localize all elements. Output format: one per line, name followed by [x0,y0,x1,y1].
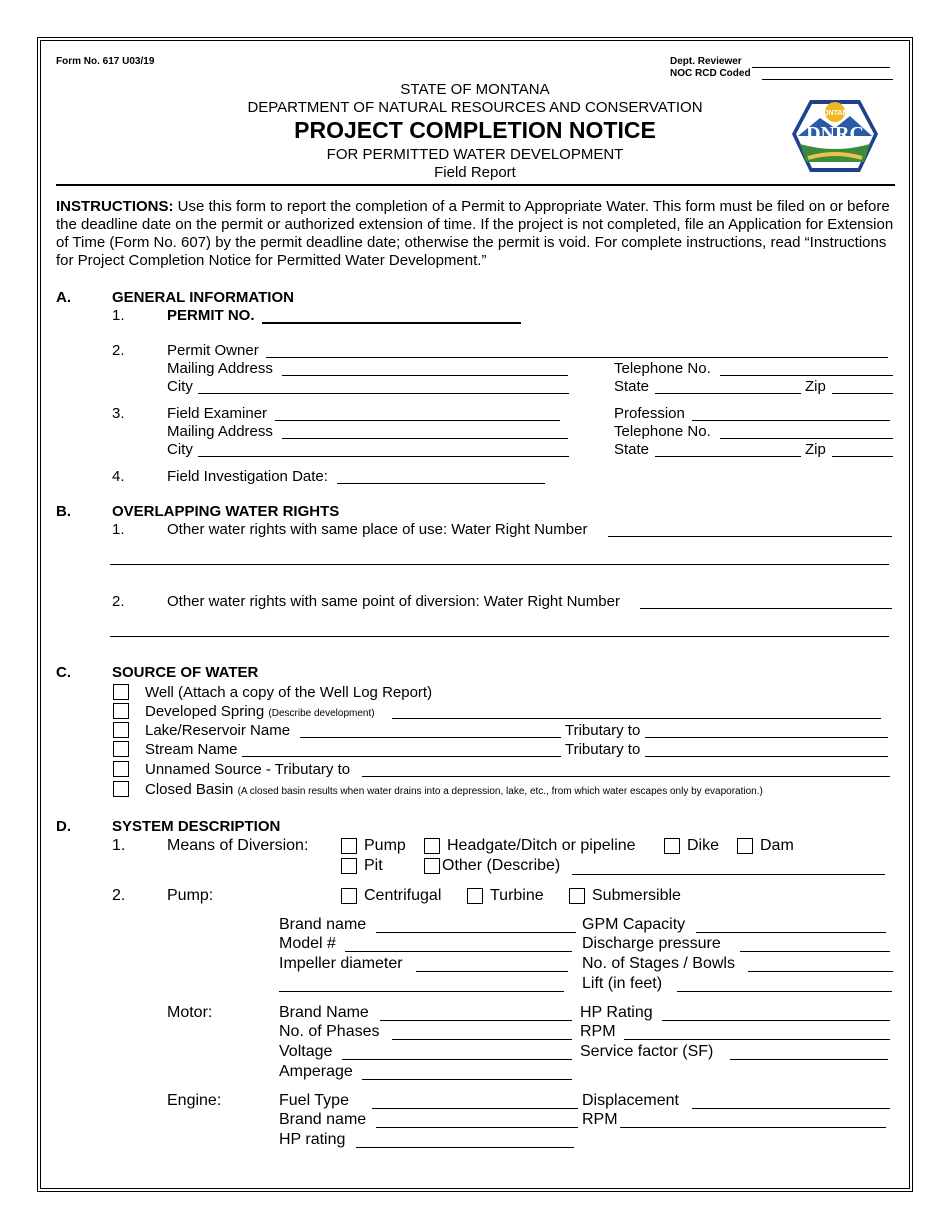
examiner-zip-field[interactable] [832,456,893,457]
permit-owner-field[interactable] [266,357,888,358]
service-factor-label: Service factor (SF) [580,1043,714,1060]
owner-city-field[interactable] [198,393,569,394]
centrifugal-checkbox[interactable] [341,888,357,904]
a2-number: 2. [112,342,125,359]
discharge-field[interactable] [740,951,890,952]
other-checkbox[interactable] [424,858,440,874]
lift-field[interactable] [677,991,892,992]
examiner-zip-label: Zip [805,441,826,458]
other-option: Other (Describe) [442,857,561,874]
means-label: Means of Diversion: [167,837,309,854]
department-heading: DEPARTMENT OF NATURAL RESOURCES AND CONSERVATION [247,99,703,116]
lake-tributary-label: Tributary to [565,722,641,739]
stages-label: No. of Stages / Bowls [582,955,735,972]
submersible-checkbox[interactable] [569,888,585,904]
stream-field[interactable] [242,756,561,757]
b1-label: Other water rights with same place of use: Water Right Number [167,521,588,538]
voltage-field[interactable] [342,1059,572,1060]
engine-rpm-label: RPM [582,1111,618,1128]
dam-option: Dam [760,837,794,854]
d2-number: 2. [112,887,126,904]
examiner-state-label: State [614,441,650,458]
model-label: Model # [279,935,336,952]
b1-number: 1. [112,521,125,538]
owner-state-label: State [614,378,650,395]
section-b-title: OVERLAPPING WATER RIGHTS [112,503,340,520]
pump-option: Pump [364,837,406,854]
stream-label: Stream Name [145,741,238,758]
section-c-title: SOURCE OF WATER [112,664,259,681]
section-c-letter: C. [56,664,71,681]
header-rule [56,184,895,186]
field-date-field[interactable] [337,483,545,484]
owner-telephone-field[interactable] [720,375,893,376]
hp-rating-label: HP Rating [580,1004,653,1021]
field-examiner-field[interactable] [275,420,560,421]
stream-tributary-field[interactable] [645,756,888,757]
noc-coded-field[interactable] [762,79,893,80]
centrifugal-option: Centrifugal [364,887,442,904]
owner-mailing-field[interactable] [282,375,568,376]
pit-checkbox[interactable] [341,858,357,874]
service-factor-field[interactable] [730,1059,888,1060]
well-checkbox[interactable] [113,684,129,700]
page-title: PROJECT COMPLETION NOTICE [294,117,656,143]
motor-rpm-label: RPM [580,1023,616,1040]
engine-brand-label: Brand name [279,1111,367,1128]
state-heading: STATE OF MONTANA [400,81,550,98]
discharge-label: Discharge pressure [582,935,721,952]
spring-checkbox[interactable] [113,703,129,719]
profession-label: Profession [614,405,685,422]
logo-top-text: MONTANA [817,110,853,117]
submersible-option: Submersible [592,887,681,904]
well-label: Well (Attach a copy of the Well Log Report) [145,684,433,701]
pump-brand-field[interactable] [376,932,576,933]
spring-field[interactable] [392,718,881,719]
profession-field[interactable] [692,420,890,421]
d1-number: 1. [112,837,126,854]
examiner-state-field[interactable] [655,456,801,457]
unnamed-checkbox[interactable] [113,761,129,777]
unnamed-field[interactable] [362,776,890,777]
engine-brand-field[interactable] [376,1127,578,1128]
b1-field[interactable] [608,536,892,537]
dept-reviewer-field[interactable] [752,67,890,68]
hp-rating-field[interactable] [662,1020,890,1021]
impeller-field[interactable] [416,971,568,972]
permit-owner-label: Permit Owner [167,342,259,359]
displacement-field[interactable] [692,1108,890,1109]
a4-number: 4. [112,468,125,485]
lift-label: Lift (in feet) [582,975,663,992]
form-number: Form No. 617 U03/19 [56,56,155,67]
examiner-telephone-field[interactable] [720,438,893,439]
b1-field-continued[interactable] [110,564,889,565]
dike-checkbox[interactable] [664,838,680,854]
section-a-letter: A. [56,289,71,306]
amperage-field[interactable] [362,1079,572,1080]
motor-brand-field[interactable] [380,1020,572,1021]
amperage-label: Amperage [279,1063,353,1080]
examiner-mailing-field[interactable] [282,438,568,439]
motor-brand-label: Brand Name [279,1004,369,1021]
model-field[interactable] [345,951,572,952]
phases-field[interactable] [392,1039,572,1040]
fuel-type-field[interactable] [372,1108,578,1109]
motor-rpm-field[interactable] [624,1039,890,1040]
a3-number: 3. [112,405,125,422]
a1-number: 1. [112,307,125,324]
section-d-letter: D. [56,818,71,835]
dept-reviewer-label: Dept. Reviewer [670,56,742,67]
motor-section-label: Motor: [167,1004,213,1021]
b2-field[interactable] [640,608,892,609]
noc-coded-label: NOC RCD Coded [670,68,751,79]
field-date-label: Field Investigation Date: [167,468,328,485]
fuel-type-label: Fuel Type [279,1092,349,1109]
pump-brand-label: Brand name [279,916,367,933]
pump-extra-field[interactable] [279,991,564,992]
lake-tributary-field[interactable] [645,737,888,738]
permit-no-label: PERMIT NO. [167,307,255,324]
examiner-city-field[interactable] [198,456,569,457]
owner-mailing-label: Mailing Address [167,360,273,377]
unnamed-label: Unnamed Source - Tributary to [145,761,351,778]
report-type: Field Report [434,164,516,181]
examiner-city-label: City [167,441,193,458]
section-b-letter: B. [56,503,71,520]
permit-no-field[interactable] [262,322,521,324]
pump-checkbox[interactable] [341,838,357,854]
other-field[interactable] [572,874,885,875]
dnrc-logo [790,92,880,176]
spring-label: Developed Spring (Describe development) [145,703,375,720]
closed-basin-checkbox[interactable] [113,781,129,797]
section-d-title: SYSTEM DESCRIPTION [112,818,281,835]
logo-text: DNRC [806,123,864,145]
lake-field[interactable] [300,737,561,738]
b2-number: 2. [112,593,125,610]
turbine-option: Turbine [490,887,544,904]
dam-checkbox[interactable] [737,838,753,854]
pit-option: Pit [364,857,383,874]
dike-option: Dike [687,837,720,854]
engine-hp-label: HP rating [279,1131,346,1148]
pump-section-label: Pump: [167,887,214,904]
engine-hp-field[interactable] [356,1147,574,1148]
stream-checkbox[interactable] [113,741,129,757]
owner-state-field[interactable] [655,393,801,394]
headgate-option: Headgate/Ditch or pipeline [447,837,636,854]
phases-label: No. of Phases [279,1023,380,1040]
impeller-label: Impeller diameter [279,955,403,972]
owner-zip-field[interactable] [832,393,893,394]
owner-city-label: City [167,378,193,395]
engine-section-label: Engine: [167,1092,222,1109]
b2-label: Other water rights with same point of diversion: Water Right Number [167,593,620,610]
lake-checkbox[interactable] [113,722,129,738]
instructions: INSTRUCTIONS: Use this form to report the completion of a Permit to Appropriate Water. This form must be filed on or before the deadline date on the permit or authorized extension of time. If the project is not completed, file an Application for Extension of Time (Form No. 607) by the permit deadline date; otherwise the permit is void. For complete instructions, read “Instructions for Project Completion Notice for Permitted Water Development.” [56,198,894,269]
subtitle: FOR PERMITTED WATER DEVELOPMENT [326,146,624,163]
stages-field[interactable] [748,971,893,972]
voltage-label: Voltage [279,1043,333,1060]
examiner-mailing-label: Mailing Address [167,423,273,440]
closed-basin-label: Closed Basin (A closed basin results when water drains into a depression, lake, etc., from which water escapes only by evaporation.) [145,781,763,798]
stream-tributary-label: Tributary to [565,741,641,758]
section-a-title: GENERAL INFORMATION [112,289,294,306]
b2-field-continued[interactable] [110,636,889,637]
owner-telephone-label: Telephone No. [614,360,711,377]
lake-label: Lake/Reservoir Name [145,722,291,739]
turbine-checkbox[interactable] [467,888,483,904]
gpm-label: GPM Capacity [582,916,686,933]
engine-rpm-field[interactable] [620,1127,886,1128]
gpm-field[interactable] [696,932,886,933]
examiner-telephone-label: Telephone No. [614,423,711,440]
headgate-checkbox[interactable] [424,838,440,854]
displacement-label: Displacement [582,1092,679,1109]
owner-zip-label: Zip [805,378,826,395]
field-examiner-label: Field Examiner [167,405,268,422]
